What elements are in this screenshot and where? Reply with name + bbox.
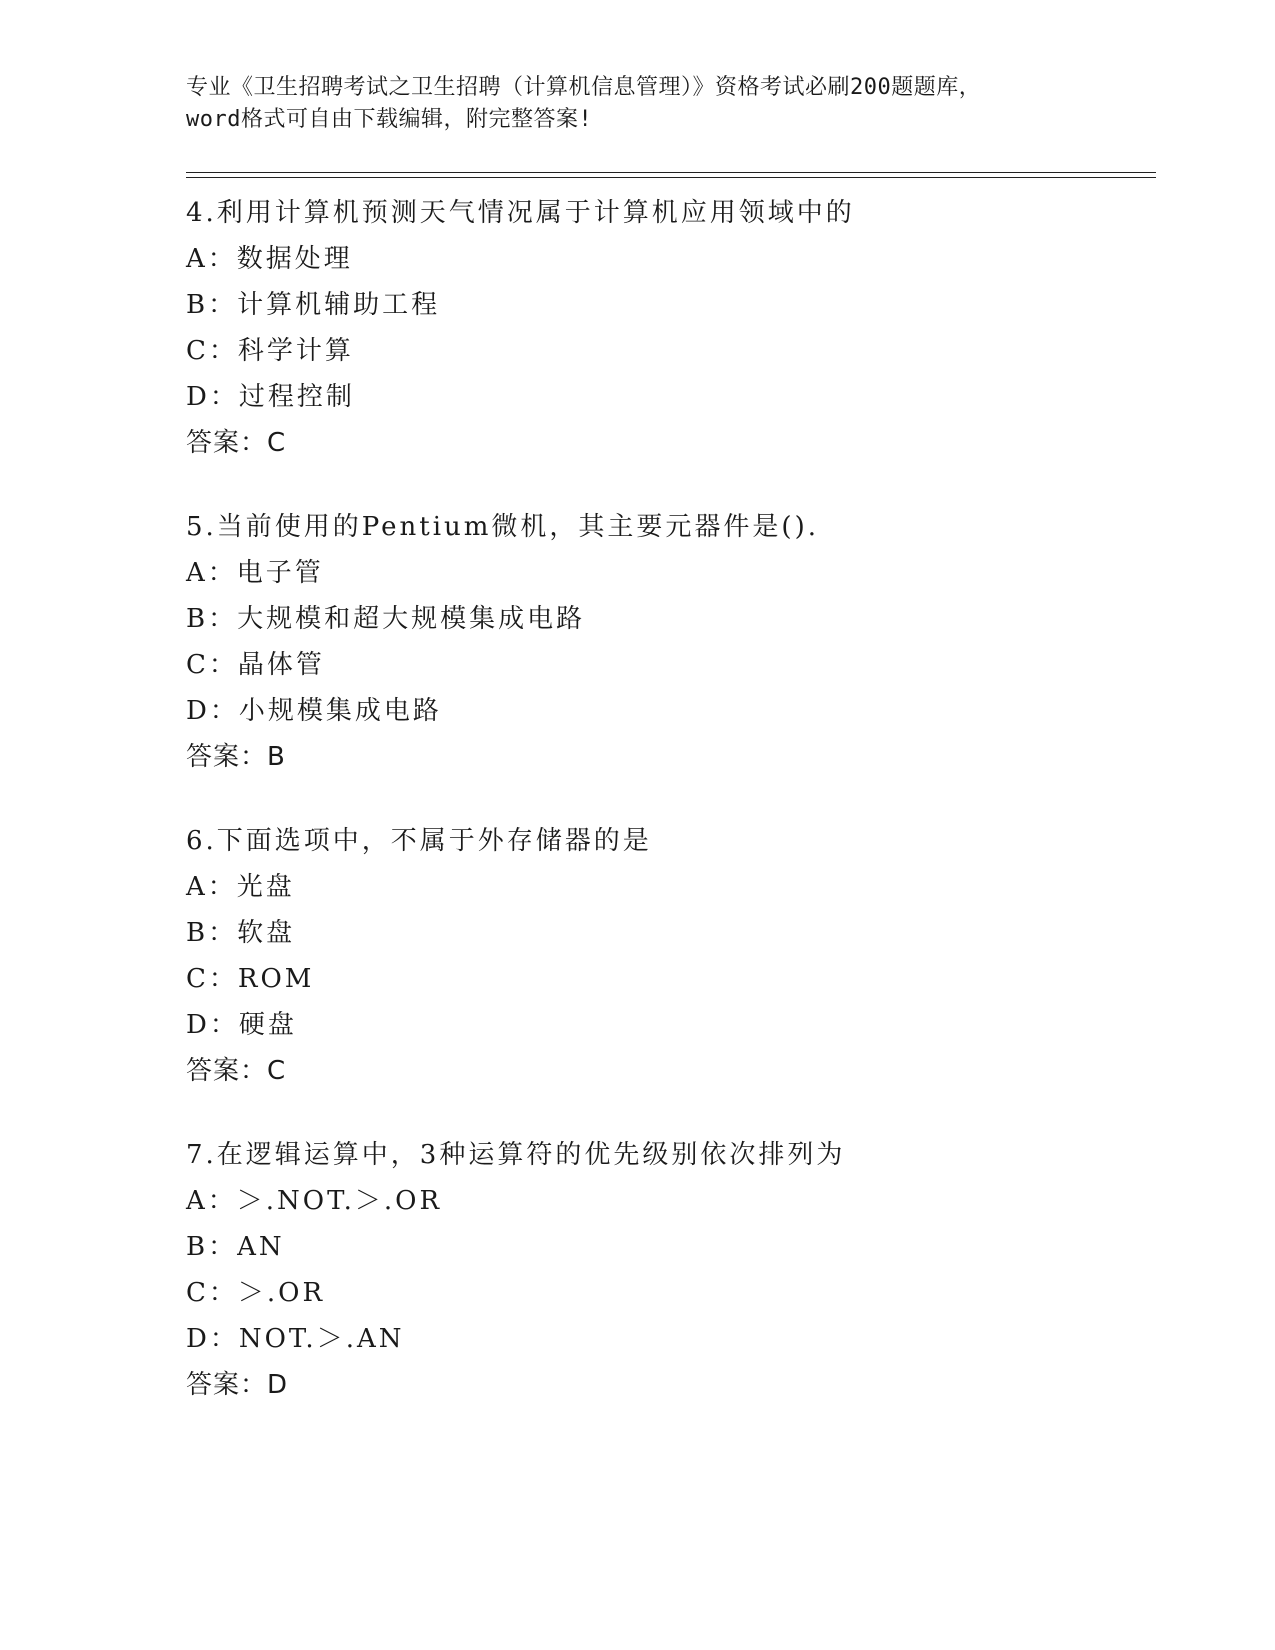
header-divider-bottom [186,177,1156,178]
question-stem: 4.利用计算机预测天气情况属于计算机应用领域中的 [186,198,855,228]
header-title-line-1: 专业《卫生招聘考试之卫生招聘（计算机信息管理）》资格考试必刷200题题库， [186,75,982,100]
answer: 答案：C [186,428,287,458]
option-b: B：大规模和超大规模集成电路 [186,604,586,634]
option-b: B：软盘 [186,918,296,948]
header-title-line-2: word格式可自由下载编辑，附完整答案! [186,107,593,132]
document-header [186,72,1086,136]
answer: 答案：D [186,1370,289,1400]
option-a: A：光盘 [186,872,295,902]
answer: 答案：B [186,742,286,772]
option-d: D：硬盘 [186,1010,297,1040]
option-d: D：小规模集成电路 [186,696,442,726]
question-list [186,190,1166,1446]
header-divider-top [186,172,1156,173]
option-c: C：科学计算 [186,336,354,366]
option-a: A：数据处理 [186,244,353,274]
option-b: B：计算机辅助工程 [186,290,441,320]
question-5 [186,504,1166,780]
option-b: B：AN [186,1232,285,1262]
option-c: C：晶体管 [186,650,325,680]
option-d: D：过程控制 [186,382,355,412]
question-6 [186,818,1166,1094]
answer: 答案：C [186,1056,287,1086]
option-a: A：＞.NOT.＞.OR [186,1186,443,1216]
option-c: C：＞.OR [186,1278,326,1308]
option-d: D：NOT.＞.AN [186,1324,405,1354]
question-stem: 7.在逻辑运算中，3种运算符的优先级别依次排列为 [186,1140,846,1170]
question-4 [186,190,1166,466]
question-stem: 6.下面选项中，不属于外存储器的是 [186,826,652,856]
question-stem: 5.当前使用的Pentium微机，其主要元器件是(). [186,512,819,542]
question-7 [186,1132,1166,1408]
option-a: A：电子管 [186,558,324,588]
option-c: C：ROM [186,964,315,994]
